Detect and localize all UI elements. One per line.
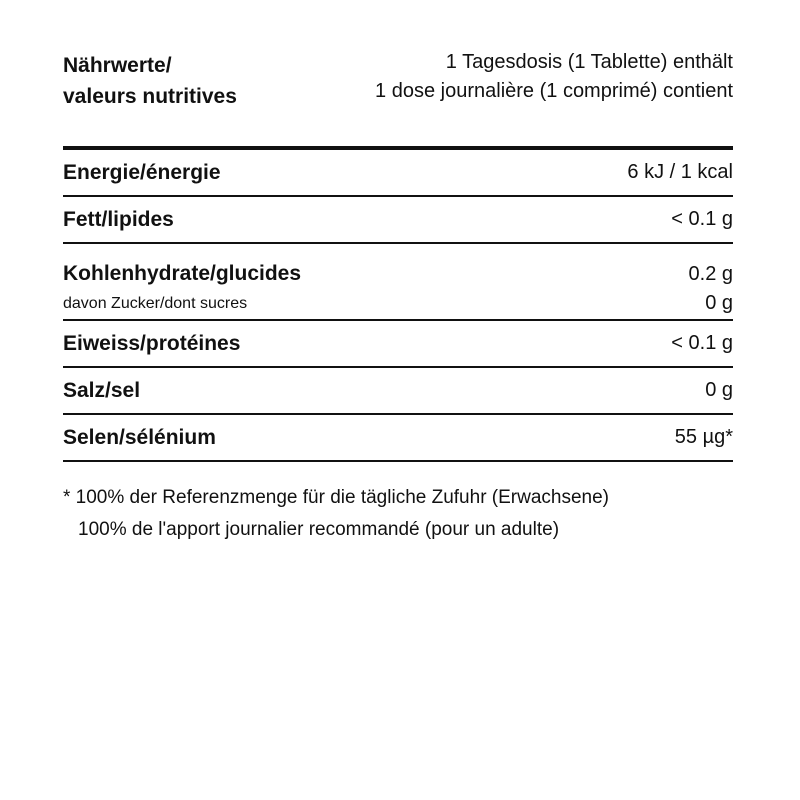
dose-title-de: 1 Tagesdosis (1 Tablette) enthält xyxy=(445,51,733,73)
nutrient-title-fr: valeurs nutritives xyxy=(63,85,237,108)
table-row-fat xyxy=(63,197,733,244)
row-value: 55 µg* xyxy=(674,426,733,448)
row-value: 0 g xyxy=(705,379,733,401)
row-sublabel: davon Zucker/dont sucres xyxy=(63,294,248,312)
row-label: Eiweiss/protéines xyxy=(63,331,241,355)
row-subvalue: 0 g xyxy=(705,292,733,314)
row-label: Fett/lipides xyxy=(63,207,174,231)
row-value: < 0.1 g xyxy=(671,208,733,230)
nutrition-table xyxy=(63,48,733,546)
dose-title-fr: 1 dose journalière (1 comprimé) contient xyxy=(375,80,733,102)
dose-column-title xyxy=(375,48,733,106)
row-label: Energie/énergie xyxy=(63,160,221,184)
table-row-salt xyxy=(63,368,733,415)
footnote-line-de: * 100% der Referenzmenge für die tägliche Zufuhr (Erwachsene) xyxy=(63,487,610,508)
nutrient-column-title xyxy=(63,50,237,112)
row-value: 6 kJ / 1 kcal xyxy=(627,161,733,183)
footnote xyxy=(63,482,733,546)
table-row-energy xyxy=(63,150,733,197)
table-row-protein xyxy=(63,321,733,368)
row-value: < 0.1 g xyxy=(671,332,733,354)
row-label: Salz/sel xyxy=(63,378,141,402)
row-value: 0.2 g xyxy=(688,263,733,285)
table-row-selenium xyxy=(63,415,733,462)
footnote-line-fr: 100% de l'apport journalier recommandé (pour un adulte) xyxy=(78,519,560,540)
table-header xyxy=(63,48,733,150)
nutrient-title-de: Nährwerte/ xyxy=(63,54,172,77)
table-row-carbohydrates xyxy=(63,244,733,321)
row-label: Kohlenhydrate/glucides xyxy=(63,262,302,285)
row-label: Selen/sélénium xyxy=(63,425,216,449)
